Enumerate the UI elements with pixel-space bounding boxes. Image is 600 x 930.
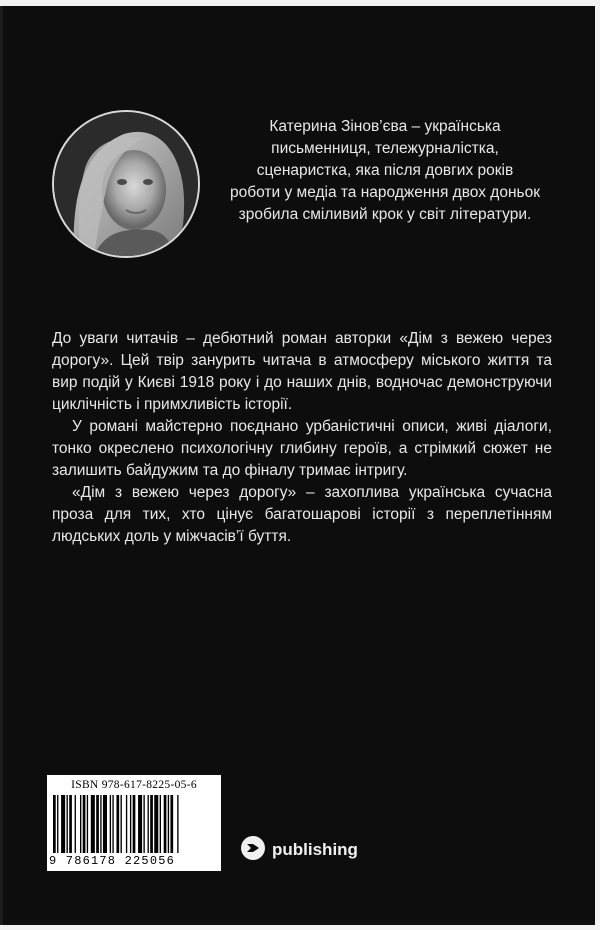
barcode-bar bbox=[150, 795, 153, 853]
barcode-bar bbox=[67, 795, 68, 853]
barcode-bar bbox=[148, 795, 149, 853]
barcode-bar bbox=[121, 795, 122, 853]
barcode-bar bbox=[164, 795, 167, 853]
publisher-name: publishing bbox=[272, 840, 358, 859]
barcode-bar bbox=[83, 795, 86, 853]
barcode-bar bbox=[91, 795, 95, 853]
author-bio: Катерина Зінов’єва – українська письменниця, тележурналістка, сценаристка, яка після довгих років роботи у медіа та народження двох доньок зробила сміливий крок у світ літератури. bbox=[230, 118, 540, 223]
barcode-bar bbox=[110, 795, 111, 853]
page-edge-top bbox=[0, 0, 600, 6]
book-description bbox=[52, 328, 552, 548]
arrow-circle-logo-icon bbox=[240, 835, 266, 866]
barcode-bar bbox=[87, 795, 88, 853]
barcode-bar bbox=[100, 795, 101, 853]
barcode-bar bbox=[160, 795, 161, 853]
author-photo bbox=[52, 110, 200, 258]
barcode-bar bbox=[126, 795, 127, 853]
barcode-bar bbox=[57, 795, 58, 853]
barcode-bar bbox=[75, 795, 76, 853]
isbn-text: ISBN 978-617-8225-05-6 bbox=[71, 779, 197, 791]
description-paragraph: До уваги читачів – дебютний роман авторки «Дім з вежею через дорогу». Цей твір занурить читача в атмосферу міського життя та вир подій у Києві 1918 року і до наших днів, водночас демонструючи циклічність і примхливість історії. bbox=[52, 330, 552, 413]
page-edge-bottom bbox=[0, 925, 600, 930]
description-paragraph: У романі майстерно поєднано урбаністичні описи, живі діалоги, тонко окреслено психологічну глибину героїв, а стрімкий сюжет не залишить байдужим та до фіналу тримає інтригу. bbox=[52, 418, 552, 479]
barcode-bar bbox=[116, 795, 119, 853]
barcode-bar bbox=[112, 795, 113, 853]
barcode-bar bbox=[103, 795, 107, 853]
barcode-bar bbox=[130, 795, 131, 853]
barcode-bar bbox=[53, 795, 56, 853]
barcode-bars bbox=[53, 795, 215, 853]
barcode-number: 9 786178 225056 bbox=[49, 854, 176, 868]
barcode-bar bbox=[69, 795, 72, 853]
page-edge-right bbox=[595, 0, 600, 930]
description-paragraph: «Дім з вежею через дорогу» – захоплива українська сучасна проза для тих, хто цінує багатошарові історії з переплетінням людських доль у міжчасів’ї буття. bbox=[52, 484, 552, 545]
barcode-bar bbox=[170, 795, 173, 853]
barcode-bar bbox=[138, 795, 142, 853]
barcode-label bbox=[47, 775, 221, 871]
barcode-bar bbox=[177, 795, 178, 853]
barcode-bar bbox=[80, 795, 81, 853]
barcode-bar bbox=[61, 795, 65, 853]
barcode-bar bbox=[154, 795, 158, 853]
barcode-bar bbox=[143, 795, 144, 853]
barcode-bar bbox=[133, 795, 136, 853]
barcode-bar bbox=[96, 795, 99, 853]
barcode-bar bbox=[168, 795, 169, 853]
publisher-logo bbox=[240, 835, 358, 865]
